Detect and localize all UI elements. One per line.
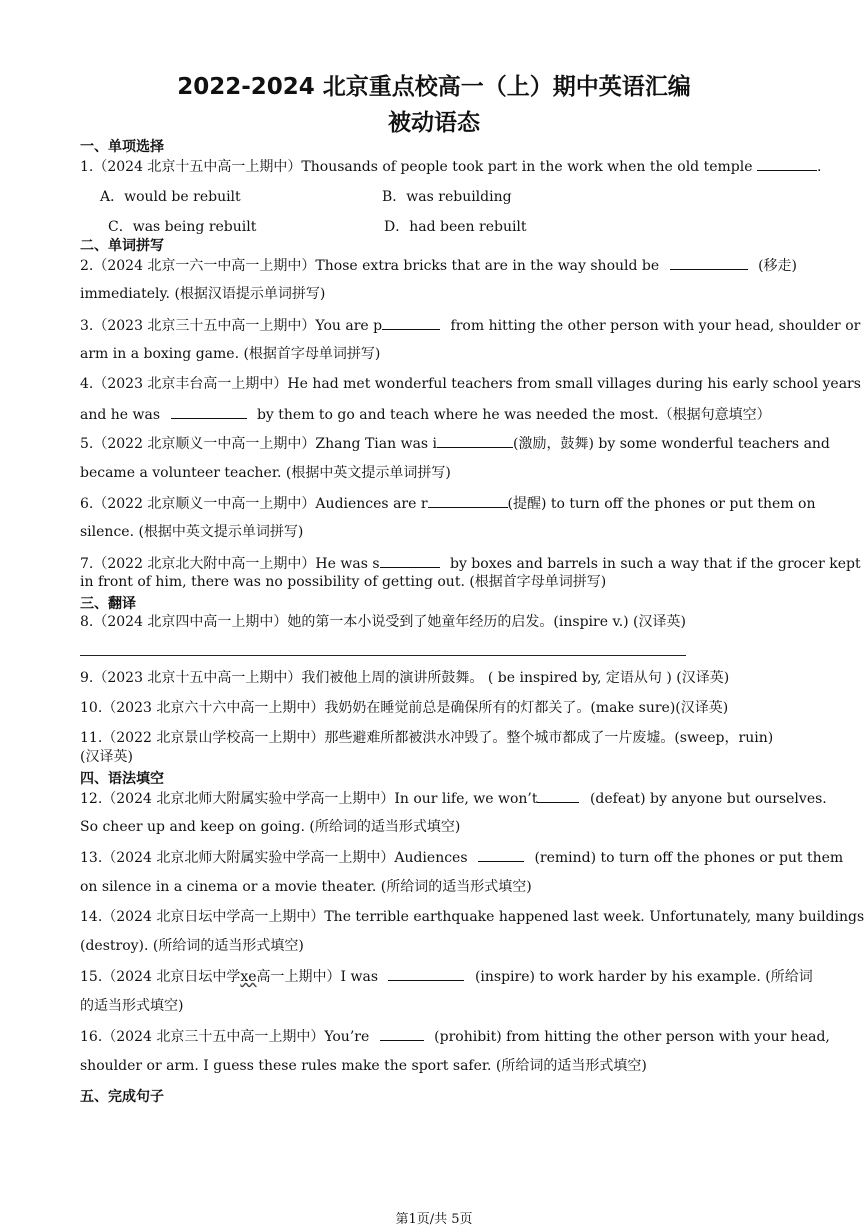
question-14-line-2: (destroy). (所给词的适当形式填空) xyxy=(80,938,304,954)
question-7-line-1 xyxy=(80,554,861,573)
question-5-text: 5.（2022 北京顺义一中高一上期中）Zhang Tian was i xyxy=(80,436,438,452)
section-heading-spelling: 二、单词拼写 xyxy=(80,238,164,254)
option-b[interactable]: B．was rebuilding xyxy=(382,189,512,205)
question-16-line-2: shoulder or arm. I guess these rules make the sport safer. (所给词的适当形式填空) xyxy=(80,1058,647,1074)
answer-blank[interactable] xyxy=(757,157,817,171)
question-9: 9.（2023 北京十五中高一上期中）我们被他上周的演讲所鼓舞。 ( be inspired by, 定语从句 ) (汉译英) xyxy=(80,670,730,686)
question-4-text: and he was xyxy=(80,407,161,423)
question-5-line-1 xyxy=(80,434,830,453)
question-1-end: . xyxy=(816,159,822,175)
question-6-line-2: silence. (根据中英文提示单词拼写) xyxy=(80,524,304,540)
question-3-text-cont: from hitting the other person with your head, shoulder or xyxy=(450,318,861,334)
question-13-text: 13.（2024 北京北师大附属实验中学高一上期中）Audiences xyxy=(80,850,468,866)
section-heading-single-choice: 一、单项选择 xyxy=(80,139,164,155)
document-title: 2022-2024 北京重点校高一（上）期中英语汇编 xyxy=(177,74,691,100)
question-13-line-1 xyxy=(80,848,844,867)
question-4-line-2 xyxy=(80,405,790,424)
section-heading-translation: 三、翻译 xyxy=(80,596,136,612)
answer-blank[interactable] xyxy=(171,405,247,419)
question-2-line-2: immediately. (根据汉语提示单词拼写) xyxy=(80,286,326,302)
question-2-line-1 xyxy=(80,256,798,275)
question-5-hint: (激励，鼓舞) by some wonderful teachers and xyxy=(513,436,830,452)
answer-blank[interactable] xyxy=(388,967,464,981)
section-heading-grammar-fill: 四、语法填空 xyxy=(80,771,164,787)
question-5-line-2: became a volunteer teacher. (根据中英文提示单词拼写) xyxy=(80,465,451,481)
question-1 xyxy=(80,157,822,176)
page-footer: 第1页/共 5页 xyxy=(395,1212,473,1227)
question-2-text: 2.（2024 北京一六一中高一上期中）Those extra bricks that are in the way should be xyxy=(80,258,660,274)
option-d[interactable]: D．had been rebuilt xyxy=(384,219,527,235)
question-7-text-cont: by boxes and barrels in such a way that if the grocer kept xyxy=(449,556,861,572)
question-3-line-2: arm in a boxing game. (根据首字母单词拼写) xyxy=(80,346,381,362)
question-12-text-cont: (defeat) by anyone but ourselves. xyxy=(589,791,827,807)
question-15-mark: xe xyxy=(240,969,257,985)
answer-blank[interactable] xyxy=(382,316,440,330)
answer-blank[interactable] xyxy=(670,256,748,270)
question-12-text: 12.（2024 北京北师大附属实验中学高一上期中）In our life, we won’t xyxy=(80,791,538,807)
question-6-line-1 xyxy=(80,494,816,513)
question-7-line-2: in front of him, there was no possibility of getting out. (根据首字母单词拼写) xyxy=(80,574,607,590)
answer-blank[interactable] xyxy=(380,1027,424,1041)
question-16-text: 16.（2024 北京三十五中高一上期中）You’re xyxy=(80,1029,370,1045)
question-12-line-1 xyxy=(80,789,827,808)
answer-blank[interactable] xyxy=(428,494,508,508)
question-11-line-1: 11.（2022 北京景山学校高一上期中）那些避难所都被洪水冲毁了。整个城市都成了一片废墟。(sweep，ruin) xyxy=(80,730,774,746)
answer-blank[interactable] xyxy=(437,434,513,448)
question-15-text: 15.（2024 北京日坛中学 xyxy=(80,969,241,985)
answer-blank[interactable] xyxy=(478,848,524,862)
question-16-line-1 xyxy=(80,1027,830,1046)
question-11-line-2: (汉译英) xyxy=(80,749,133,765)
document-subtitle: 被动语态 xyxy=(388,110,480,136)
question-10: 10.（2023 北京六十六中高一上期中）我奶奶在睡觉前总是确保所有的灯都关了。(make sure)(汉译英) xyxy=(80,700,729,716)
question-14-line-1: 14.（2024 北京日坛中学高一上期中）The terrible earthquake happened last week. Unfortunately, many buildings xyxy=(80,909,865,925)
question-16-text-cont: (prohibit) from hitting the other person with your head, xyxy=(434,1029,830,1045)
section-heading-complete-sentences: 五、完成句子 xyxy=(80,1089,164,1105)
answer-line[interactable] xyxy=(80,655,686,656)
answer-blank[interactable] xyxy=(380,554,440,568)
question-2-hint: (移走) xyxy=(758,258,798,274)
question-15-hint: (inspire) to work harder by his example. (所给词 xyxy=(474,969,813,985)
question-4-text-cont: by them to go and teach where he was needed the most.（根据句意填空） xyxy=(256,407,771,423)
question-1-text: 1.（2024 北京十五中高一上期中）Thousands of people took part in the work when the old temple xyxy=(80,159,753,175)
question-12-line-2: So cheer up and keep on going. (所给词的适当形式填空) xyxy=(80,819,461,835)
question-3-text: 3.（2023 北京三十五中高一上期中）You are p xyxy=(80,318,383,334)
option-c[interactable]: C．was being rebuilt xyxy=(108,219,257,235)
question-7-text: 7.（2022 北京北大附中高一上期中）He was s xyxy=(80,556,380,572)
question-6-text: 6.（2022 北京顺义一中高一上期中）Audiences are r xyxy=(80,496,428,512)
question-4-line-1: 4.（2023 北京丰台高一上期中）He had met wonderful teachers from small villages during his early school years xyxy=(80,376,861,392)
question-15-line-2: 的适当形式填空) xyxy=(80,998,184,1014)
question-15-line-1 xyxy=(80,967,813,986)
question-6-hint: (提醒) to turn off the phones or put them on xyxy=(507,496,816,512)
question-13-text-cont: (remind) to turn off the phones or put them xyxy=(534,850,844,866)
answer-blank[interactable] xyxy=(537,789,579,803)
question-8: 8.（2024 北京四中高一上期中）她的第一本小说受到了她童年经历的启发。(inspire v.) (汉译英) xyxy=(80,614,686,630)
question-3-line-1 xyxy=(80,316,861,335)
question-13-line-2: on silence in a cinema or a movie theater. (所给词的适当形式填空) xyxy=(80,879,532,895)
option-a[interactable]: A．would be rebuilt xyxy=(100,189,241,205)
question-15-text-cont: 高一上期中）I was xyxy=(256,969,379,985)
